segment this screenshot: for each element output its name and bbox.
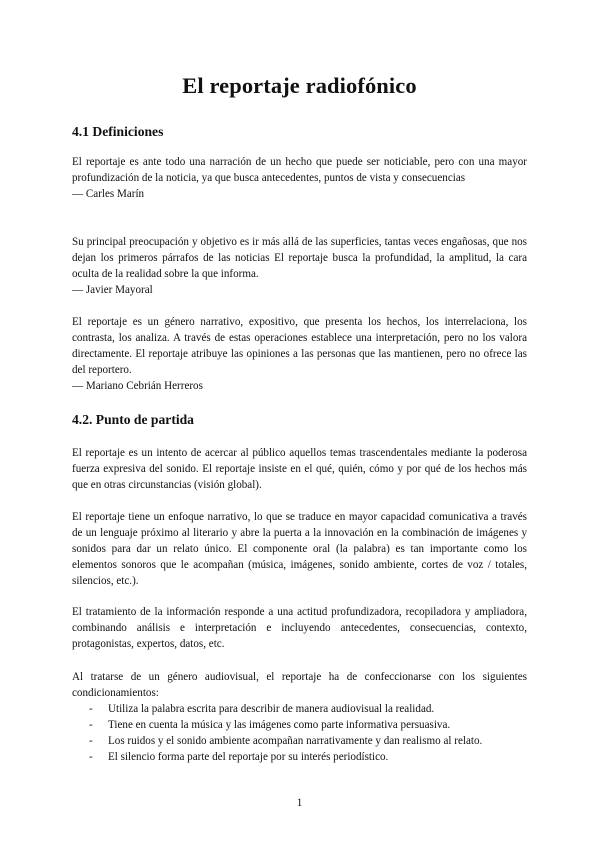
body-paragraph: El reportaje es un intento de acercar al público aquellos temas trascendentales mediante la poderosa fuerza expresiva del sonido. El reportaje insiste en el qué, quién, cómo y por qué de los hechos más que en otras circunstancias (visión global). — [72, 447, 527, 491]
requirements-list — [72, 702, 527, 766]
quote-author: — Carles Marín — [72, 187, 145, 200]
list-bullet: - — [89, 703, 93, 715]
quote-author: — Javier Mayoral — [72, 283, 153, 296]
list-item-text: Los ruidos y el sonido ambiente acompañan narrativamente y dan realismo al relato. — [108, 734, 483, 747]
body-paragraph: Al tratarse de un género audiovisual, el reportaje ha de confeccionarse con los siguientes condicionamientos: — [72, 671, 527, 699]
document-title: El reportaje radiofónico — [182, 73, 417, 98]
list-bullet: - — [89, 734, 93, 747]
page-number: 1 — [296, 797, 303, 809]
quote-author: — Mariano Cebrián Herreros — [72, 379, 203, 392]
list-item-text: Utiliza la palabra escrita para describir de manera audiovisual la realidad. — [108, 703, 435, 715]
quote-text: Su principal preocupación y objetivo es ir más allá de las superficies, tantas veces engañosas, que nos dejan los primeros párrafos de las noticias El reportaje busca la profundidad, la amplitud, la cara oculta de la realidad sobre la que informa. — [72, 236, 527, 280]
list-item-text: Tiene en cuenta la música y las imágenes como parte informativa persuasiva. — [108, 718, 451, 731]
list-item — [72, 702, 527, 718]
section-heading-definiciones: 4.1 Definiciones — [72, 124, 164, 139]
list-bullet: - — [89, 750, 93, 763]
definition-quote — [72, 315, 527, 395]
list-bullet: - — [89, 718, 93, 731]
definition-quote — [72, 235, 527, 299]
definition-quote — [72, 155, 527, 203]
section-heading-punto-de-partida: 4.2. Punto de partida — [72, 412, 194, 427]
body-paragraph: El reportaje tiene un enfoque narrativo, lo que se traduce en mayor capacidad comunicativa a través de un lenguaje próximo al literario y abre la puerta a la innovación en la combinación de imágenes y sonidos para dar un relato único. El componente oral (la palabra) es tan importante como los elementos sonoros que le acompañan (música, imágenes, sonido ambiente, cortes de voz / totales, silencios, etc.). — [72, 511, 527, 587]
quote-text: El reportaje es un género narrativo, expositivo, que presenta los hechos, los interrelaciona, los contrasta, los analiza. A través de estas operaciones establece una interpretación, pero no los valora directamente. El reportaje atribuye las opiniones a las personas que las mantienen, pero no ofrece las del reportero. — [72, 316, 527, 376]
list-item — [72, 750, 527, 766]
quote-text: El reportaje es ante todo una narración de un hecho que puede ser noticiable, pero con una mayor profundización de la noticia, ya que busca antecedentes, puntos de vista y consecuencias — [72, 156, 527, 184]
list-item — [72, 718, 527, 734]
body-paragraph: El tratamiento de la información responde a una actitud profundizadora, recopiladora y ampliadora, combinando análisis e interpretación e incluyendo antecedentes, consecuencias, contexto, protagonistas, expertos, datos, etc. — [72, 606, 527, 650]
list-item-text: El silencio forma parte del reportaje por su interés periodístico. — [108, 750, 389, 763]
list-item — [72, 734, 527, 750]
